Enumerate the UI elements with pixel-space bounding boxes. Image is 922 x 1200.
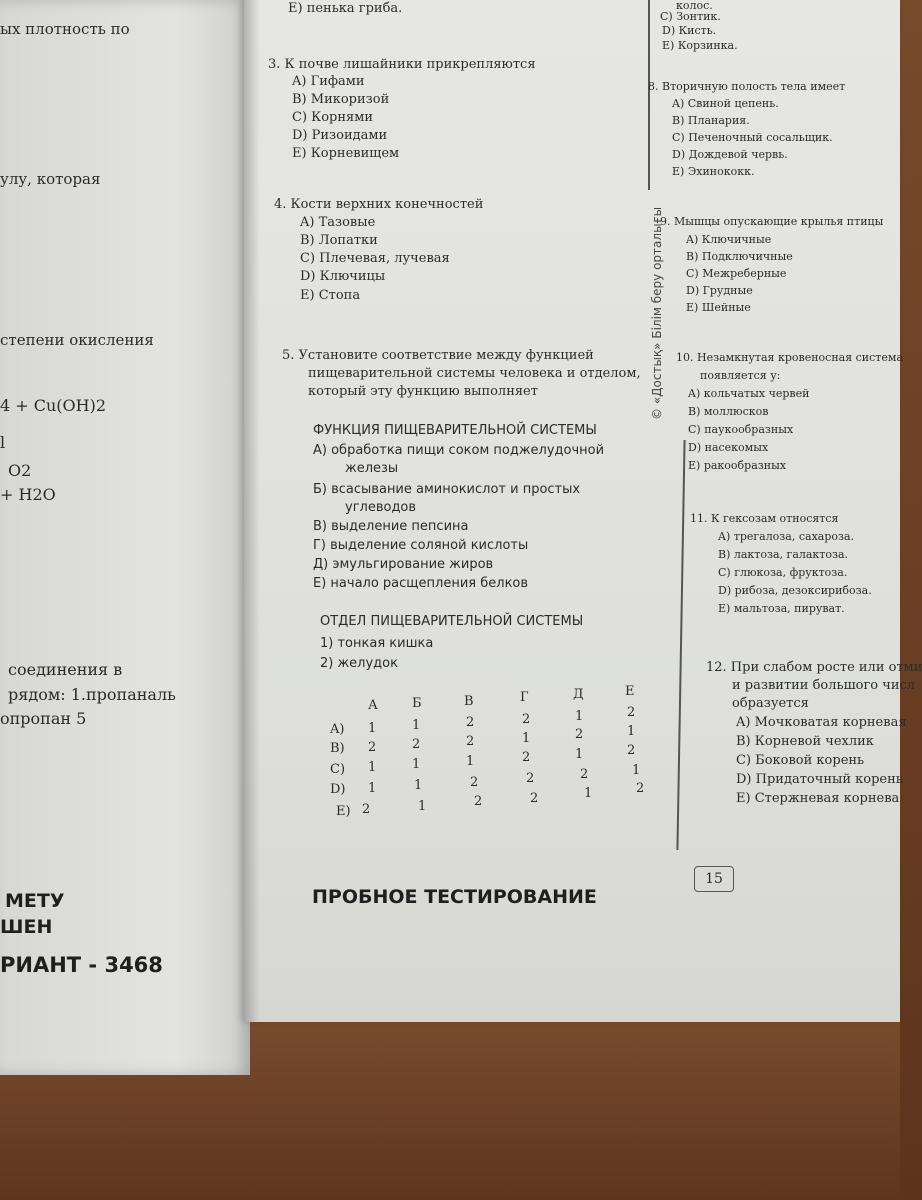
table-cell: 1 (632, 763, 641, 778)
left-text-line: рядом: 1.пропаналь (8, 685, 176, 704)
q4-option: B) Лопатки (300, 233, 378, 248)
table-header-cell: Г (520, 690, 529, 705)
question-5: 5. Установите соответствие между функцией (282, 348, 594, 363)
table-cell: 2 (522, 712, 531, 727)
table-header-cell: Б (412, 696, 422, 711)
question-12-line: и развитии большого числ (732, 678, 916, 693)
q9-option: D) Грудные (686, 284, 753, 297)
department-item: 2) желудок (320, 656, 398, 671)
left-footer-line: ШЕН (0, 916, 53, 938)
table-cell: 1 (627, 724, 636, 739)
question-5-line: который эту функцию выполняет (308, 384, 538, 399)
q3-option: B) Микоризой (292, 92, 390, 107)
page-number (694, 866, 734, 892)
table-cell: 1 (584, 786, 593, 801)
table-cell: 1 (412, 757, 421, 772)
q4-option: E) Стопа (300, 288, 361, 303)
table-cell: 2 (636, 781, 645, 796)
table-header-cell: А (368, 698, 378, 713)
q11-option: C) глюкоза, фруктоза. (718, 566, 848, 579)
table-cell: 2 (368, 740, 377, 755)
q4-option: A) Тазовые (300, 215, 376, 230)
variant-label: РИАНТ - 3468 (0, 953, 163, 977)
q8-option: A) Свиной цепень. (672, 97, 779, 110)
q3-option: A) Гифами (292, 74, 365, 89)
q11-option: B) лактоза, галактоза. (718, 548, 849, 561)
q9-option: A) Ключичные (686, 233, 772, 246)
q3-option: C) Корнями (292, 110, 374, 125)
table-cell: 2 (466, 715, 475, 730)
q12-option: B) Корневой чехлик (736, 734, 874, 749)
table-cell: 2 (522, 750, 531, 765)
page-number-text: 15 (705, 871, 723, 887)
table-cell: 1 (414, 778, 423, 793)
table-cell: 2 (362, 802, 371, 817)
department-item: 1) тонкая кишка (320, 636, 434, 651)
function-item: Б) всасывание аминокислот и простых (313, 482, 581, 497)
q9-option: C) Межреберные (686, 267, 787, 280)
q3-option: E) Корневищем (292, 146, 400, 161)
left-formula-line: l (0, 433, 6, 452)
table-cell: 2 (575, 727, 584, 742)
table-cell: 2 (530, 791, 539, 806)
table-header-cell: Е (625, 684, 635, 699)
question-12-line: образуется (732, 696, 809, 711)
column-divider (648, 0, 650, 190)
q11-option: A) трегалоза, сахароза. (718, 530, 855, 543)
table-cell: 1 (368, 721, 377, 736)
q12-option: A) Мочковатая корневая (736, 715, 907, 730)
table-row-label: A) (330, 722, 345, 737)
question-10-line: появляется у: (700, 369, 781, 382)
left-text-line: опропан 5 (0, 709, 87, 728)
q11-option: D) рибоза, дезоксирибоза. (718, 584, 872, 597)
department-header: ОТДЕЛ ПИЩЕВАРИТЕЛЬНОЙ СИСТЕМЫ (320, 614, 584, 629)
q9-option: E) Шейные (686, 301, 751, 314)
left-text-line: ых плотность по (0, 20, 130, 38)
table-cell: 1 (368, 781, 377, 796)
q9-option: B) Подключичные (686, 250, 793, 263)
table-cell: 1 (418, 799, 427, 814)
table-header-cell: В (464, 694, 474, 709)
prev-option: D) Кисть. (662, 24, 717, 37)
q4-option: C) Плечевая, лучевая (300, 251, 450, 266)
q10-option: B) моллюсков (688, 405, 769, 418)
left-text-line: степени окисления (0, 331, 154, 349)
prev-option: E) Корзинка. (662, 39, 738, 52)
question-3: 3. К почве лишайники прикрепляются (268, 57, 536, 72)
book-gutter (244, 0, 260, 1022)
left-text-line: соединения в (8, 660, 123, 679)
question-12: 12. При слабом росте или отми (706, 660, 922, 675)
function-item: В) выделение пепсина (313, 519, 469, 534)
q12-option: D) Придаточный корень (736, 772, 903, 787)
question-10: 10. Незамкнутая кровеносная система (676, 351, 904, 364)
q10-option: D) насекомых (688, 441, 769, 454)
table-cell: 1 (575, 747, 584, 762)
q12-option: C) Боковой корень (736, 753, 865, 768)
function-item-continuation: железы (345, 461, 399, 476)
question-9: 9. Мышцы опускающие крылья птицы (660, 215, 884, 228)
function-item: А) обработка пищи соком поджелудочной (313, 443, 605, 458)
table-row-label: E) (336, 804, 351, 819)
publisher-vertical-text: © «Достық» Білім беру орталығы (650, 206, 664, 420)
function-item-continuation: углеводов (345, 500, 417, 515)
table-cell: 2 (580, 767, 589, 782)
q10-option: E) ракообразных (688, 459, 787, 472)
function-header: ФУНКЦИЯ ПИЩЕВАРИТЕЛЬНОЙ СИСТЕМЫ (313, 423, 597, 438)
table-cell: 2 (470, 775, 479, 790)
table-cell: 1 (522, 731, 531, 746)
table-cell: 1 (575, 709, 584, 724)
table-row-label: D) (330, 782, 346, 797)
q3-option: D) Ризоидами (292, 128, 388, 143)
table-cell: 1 (412, 718, 421, 733)
left-text-line: улу, которая (0, 170, 101, 188)
table-cell: 1 (466, 754, 475, 769)
left-formula-line: 4 + Cu(OH)2 (0, 396, 107, 415)
function-item: Д) эмульгирование жиров (313, 557, 494, 572)
left-formula-line: + H2O (0, 485, 56, 504)
q10-option: A) кольчатых червей (688, 387, 810, 400)
question-4: 4. Кости верхних конечностей (274, 197, 484, 212)
q8-option: C) Печеночный сосальщик. (672, 131, 833, 144)
table-cell: 2 (526, 771, 535, 786)
footer-title: ПРОБНОЕ ТЕСТИРОВАНИЕ (312, 886, 597, 908)
function-item: Е) начало расщепления белков (313, 576, 529, 591)
previous-option-fragment: E) пенька гриба. (288, 1, 403, 16)
q8-option: B) Планария. (672, 114, 750, 127)
table-row-label: C) (330, 762, 346, 777)
q8-option: E) Эхинококк. (672, 165, 755, 178)
q8-option: D) Дождевой червь. (672, 148, 788, 161)
question-11: 11. К гексозам относятся (690, 512, 839, 525)
left-page (0, 0, 250, 1075)
q11-option: E) мальтоза, пируват. (718, 602, 845, 615)
question-5-line: пищеварительной системы человека и отделом, (308, 366, 641, 381)
table-cell: 2 (466, 734, 475, 749)
q10-option: C) паукообразных (688, 423, 794, 436)
left-footer-line: МЕТУ (5, 890, 65, 912)
q12-option: E) Стержневая корнева (736, 791, 900, 806)
question-8: 8. Вторичную полость тела имеет (648, 80, 846, 93)
table-row-label: B) (330, 741, 345, 756)
q4-option: D) Ключицы (300, 269, 386, 284)
table-cell: 2 (412, 737, 421, 752)
table-header-cell: Д (573, 687, 584, 702)
function-item: Г) выделение соляной кислоты (313, 538, 529, 553)
prev-option: колос. (676, 0, 713, 12)
prev-option: C) Зонтик. (660, 10, 721, 23)
table-cell: 2 (474, 794, 483, 809)
table-cell: 2 (627, 743, 636, 758)
left-formula-line: O2 (8, 461, 32, 480)
table-cell: 2 (627, 705, 636, 720)
table-cell: 1 (368, 760, 377, 775)
